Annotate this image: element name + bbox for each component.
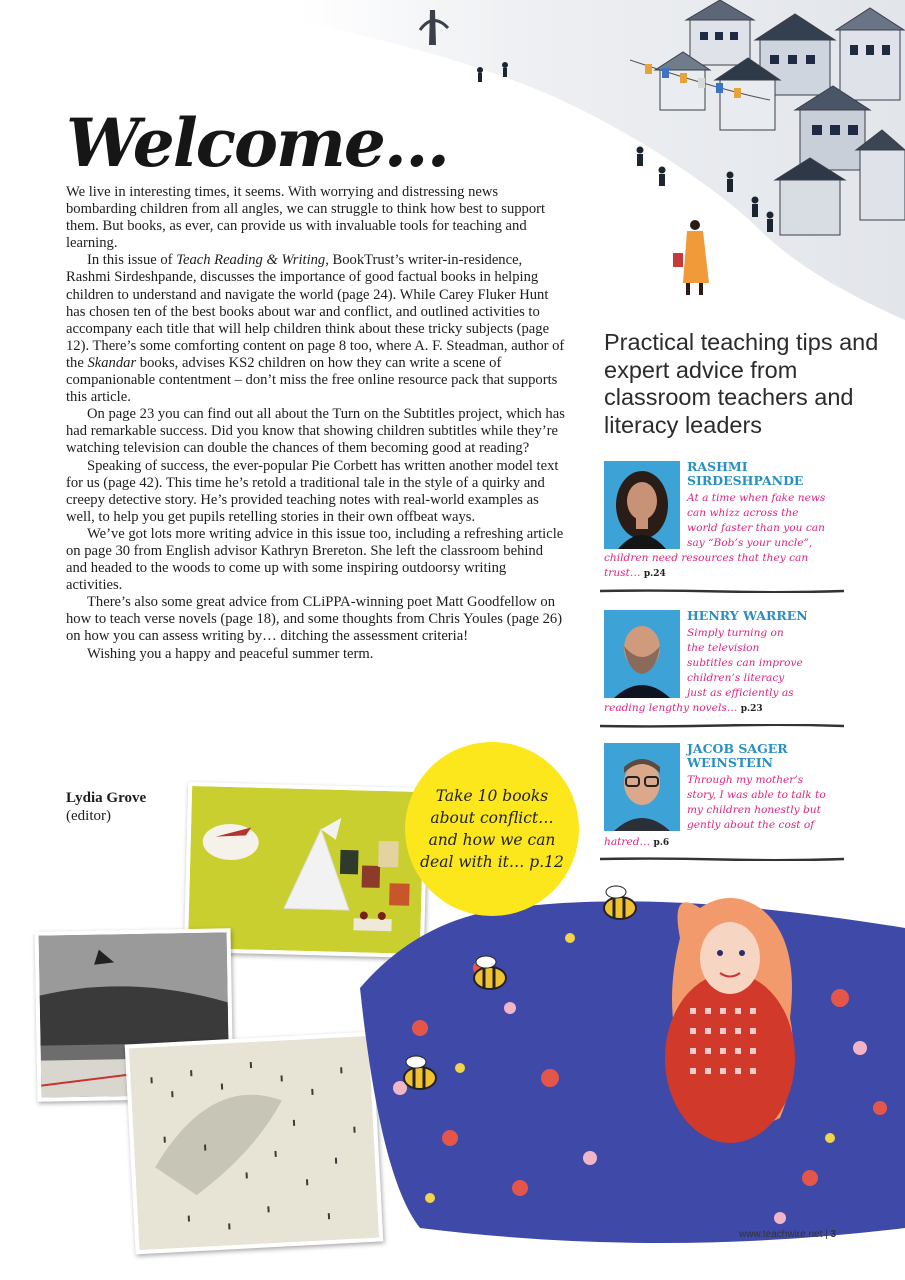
contributor-name: RASHMI SIRDESHPANDE — [687, 459, 804, 488]
avatar — [604, 743, 680, 831]
website-url: www.teachwire.net — [739, 1229, 823, 1240]
contributor-quote: At a time when fake news can whizz across the world faster than you can say “Bob’s your uncle”, — [687, 492, 826, 549]
paragraph-6: There’s also some great advice from CLiPPA-winning poet Matt Goodfellow on how to teach verse novels (page 18), and some thoughts from Chris Youles (page 26) on how you can assess writing by… ditching the assessment criteria! — [66, 594, 563, 645]
avatar — [604, 461, 680, 549]
page-ref: p.23 — [740, 704, 763, 714]
divider — [600, 724, 844, 728]
contributor-quote-cont: reading lengthy novels… p.23 — [604, 702, 763, 714]
welcome-body — [66, 184, 566, 663]
contributor-quote: Simply turning on the television subtitles can improve children’s literacy just as efficiently as — [687, 627, 803, 699]
publication-title: Teach Reading & Writing — [176, 252, 326, 269]
page-ref: p.24 — [643, 569, 666, 579]
paragraph-7: Wishing you a happy and peaceful summer term. — [87, 645, 374, 662]
avatar — [604, 610, 680, 698]
contributor-henry-warren — [604, 610, 844, 720]
contributor-quote-cont: children need resources that they can trust… p.24 — [604, 552, 809, 579]
paragraph-3: On page 23 you can find out all about the Turn on the Subtitles project, which has had remarkable success. Did you know that showing children subtitles while they’re watching television can double the chances of them becoming good at reading? — [66, 406, 565, 457]
divider — [600, 857, 844, 861]
callout-text: Take 10 books about conflict… and how we can deal with it… p.12 — [420, 787, 564, 871]
book-title: Skandar — [87, 354, 137, 371]
contributor-rashmi-sirdeshpande — [604, 461, 844, 581]
page-number: 3 — [830, 1229, 837, 1240]
contributor-quote: Through my mother’s story, I was able to talk to my children honestly but gently about the cost of — [687, 774, 826, 831]
divider — [600, 589, 844, 593]
contributor-quote-cont: hatred… p.6 — [604, 836, 670, 848]
contributor-name: HENRY WARREN — [687, 608, 808, 623]
footer: www.teachwire.net | 3 — [739, 1229, 837, 1240]
paragraph-2: In this issue of Teach Reading & Writing, BookTrust’s writer-in-residence, Rashmi Sirdeshpande, discusses the importance of good factual books in helping children to understand and navigate the world (page 24). While Carey Fluker Hunt has chosen ten of the best books about war and conflict, and outlined activities to accompany each title that will help children think about these tricky subjects (page 12). There’s some comforting content on page 8 too, where A. F. Steadman, author of the Skandar books, advises KS2 children on how they can write a scene of companionable contentment – don’t miss the free online resource pack that supports this article. — [66, 252, 565, 406]
paragraph-4: Speaking of success, the ever-popular Pie Corbett has written another model text for us (page 42). This time he’s retold a traditional tale in the style of a quirky and creepy detective story. He’s provided teaching notes with real-world examples as well, to help you get pupils retelling stories in their own offbeat ways. — [66, 457, 559, 525]
tagline: Practical teaching tips and expert advice from classroom teachers and literacy leaders — [604, 329, 879, 438]
signature — [66, 789, 146, 825]
page-ref: p.6 — [653, 838, 670, 848]
editor-name: Lydia Grove — [66, 790, 147, 806]
flowers-illustration — [360, 878, 905, 1258]
editor-role: (editor) — [66, 808, 111, 824]
callout-bubble — [405, 742, 579, 916]
paragraph-1: We live in interesting times, it seems. With worrying and distressing news bombarding children from all angles, we can struggle to think how best to support them. But books, as ever, can provide us with invaluable tools for teaching and learning. — [66, 184, 546, 252]
page-title: Welcome… — [66, 104, 448, 182]
contributor-name: JACOB SAGER WEINSTEIN — [687, 741, 788, 770]
book-spread-crowd — [125, 1032, 384, 1255]
contributor-jacob-sager-weinstein — [604, 743, 844, 853]
paragraph-5: We’ve got lots more writing advice in this issue too, including a refreshing article on page 30 from English advisor Kathryn Brereton. She left the classroom behind and headed to the woods to come up with some inspiring outdoorsy writing activities. — [66, 525, 564, 594]
